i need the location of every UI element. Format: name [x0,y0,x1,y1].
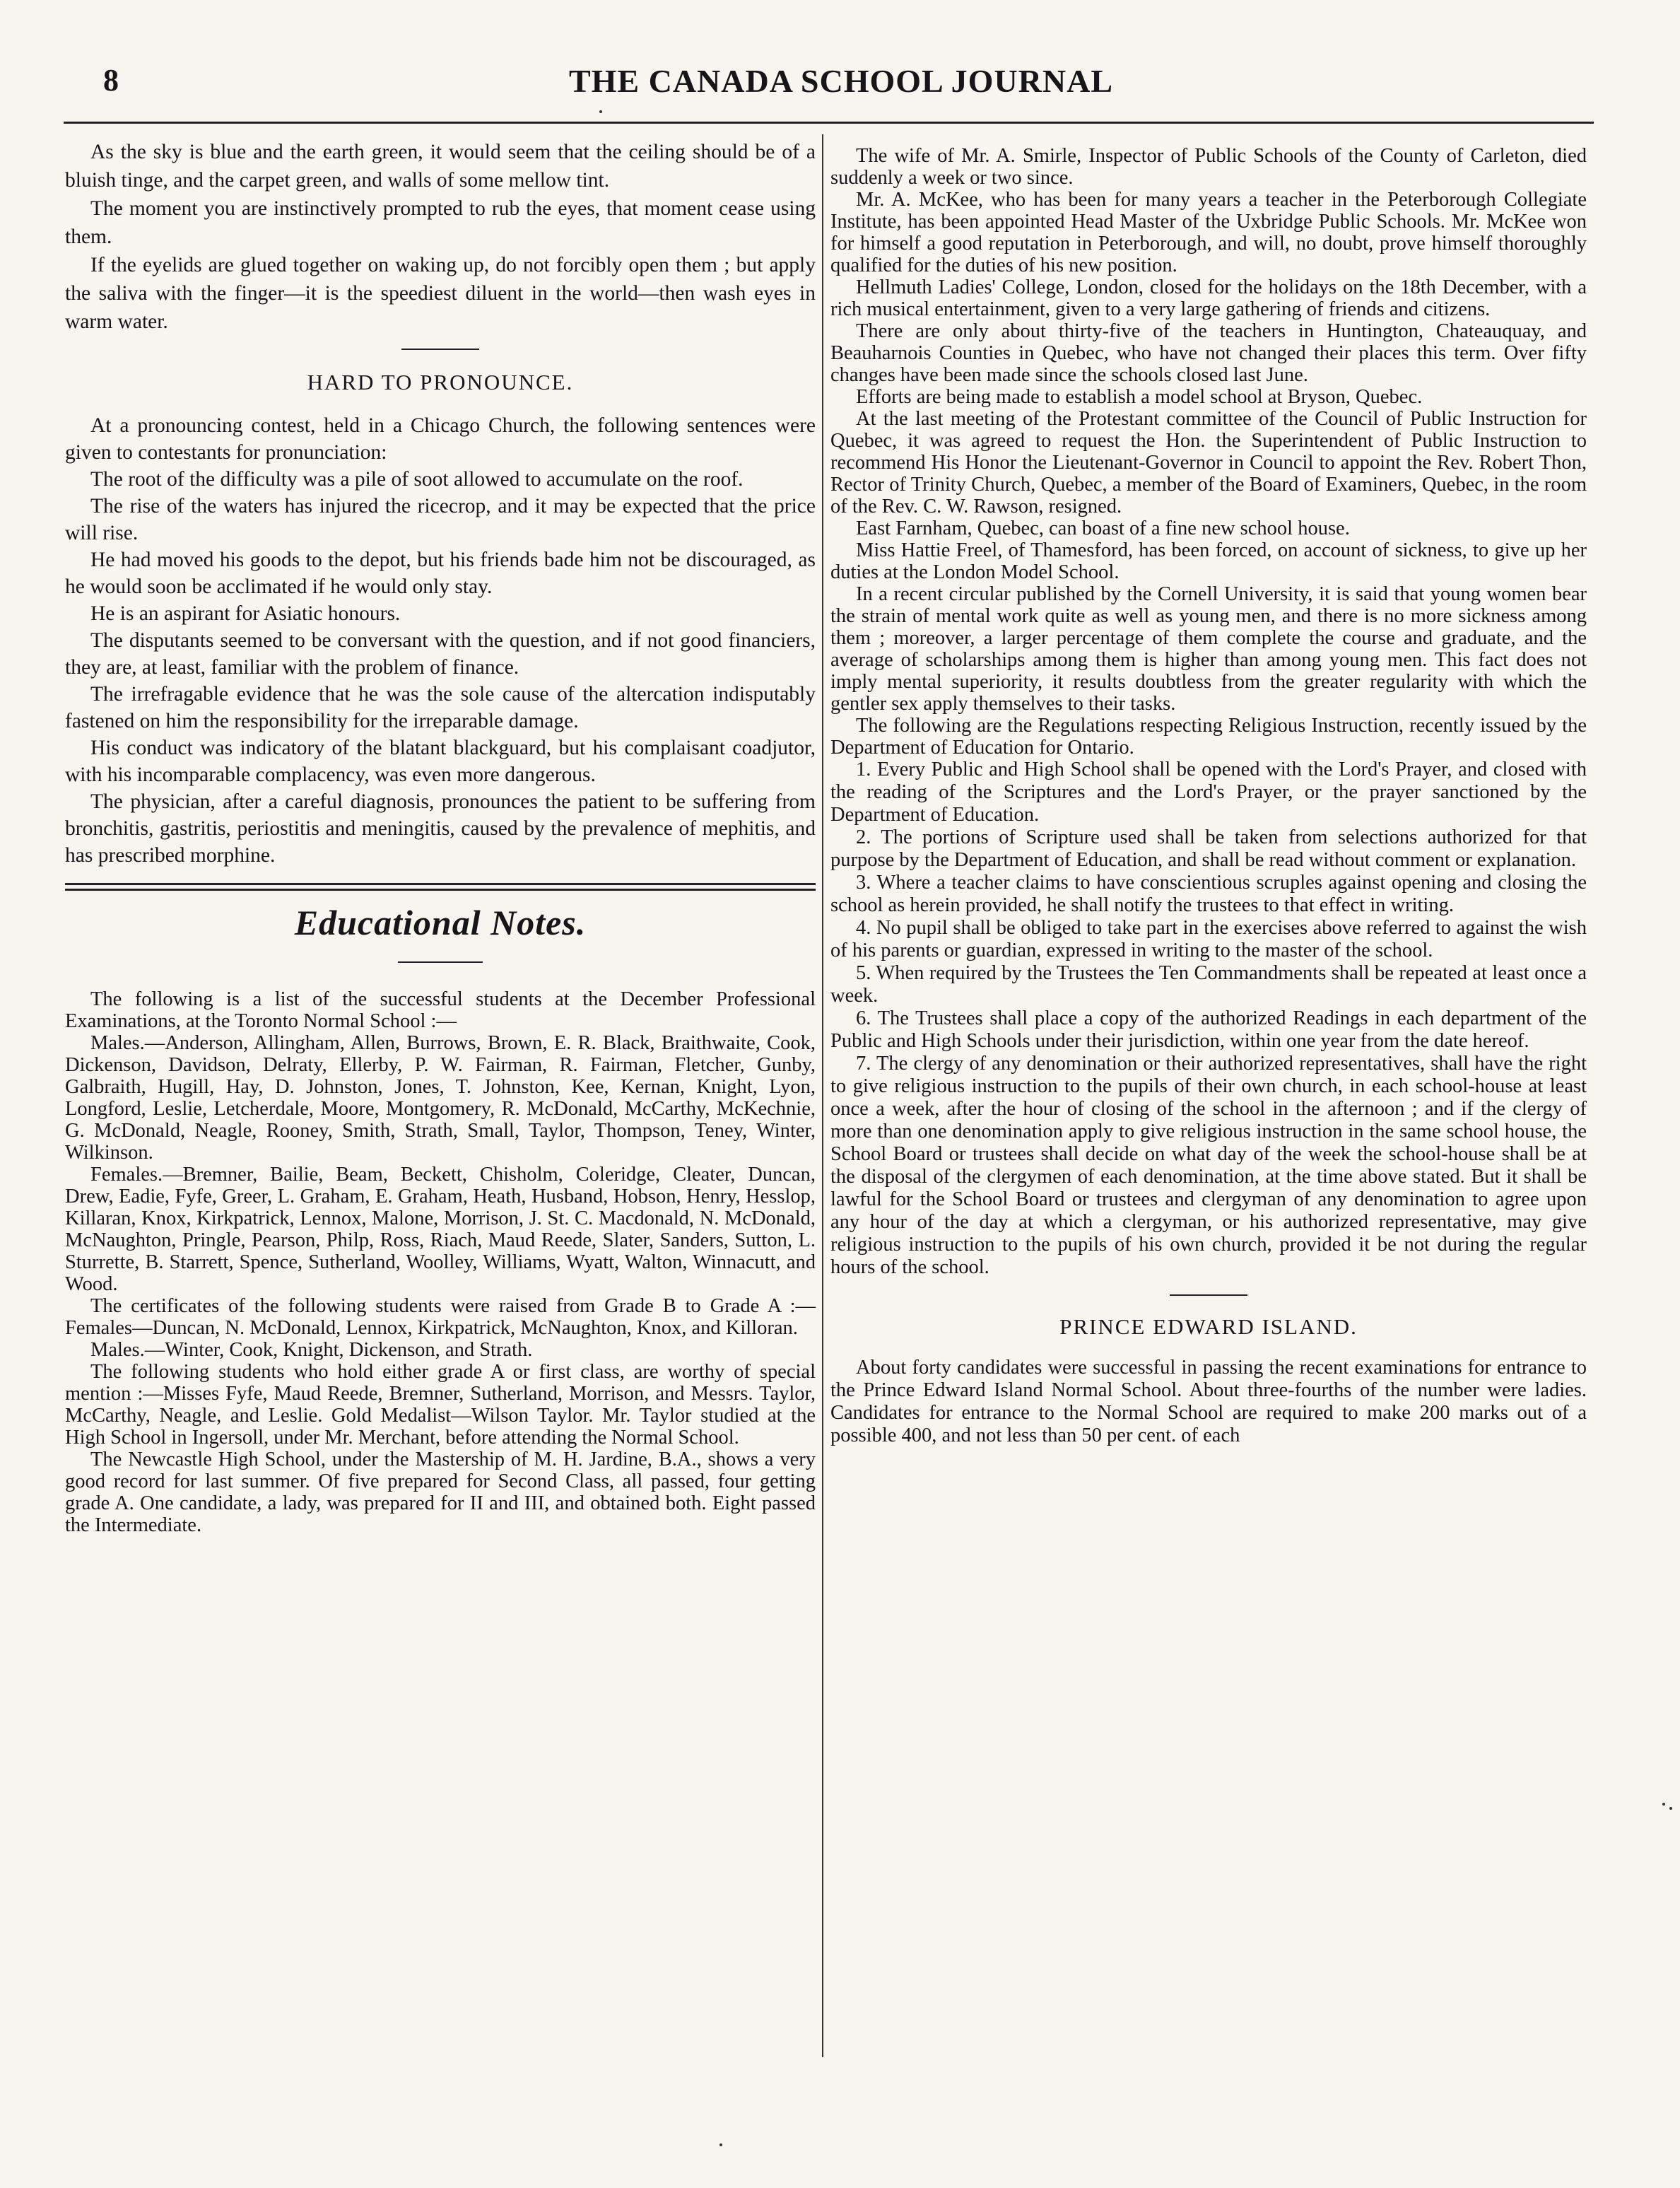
section-heading-pei: PRINCE EDWARD ISLAND. [1059,1314,1358,1339]
paragraph: There are only about thirty-five of the teachers in Huntington, Chateauquay, and Beauharnois Counties in Quebec, who have not changed their places this term. Over fifty changes have been made since the schools closed last June. [830,320,1587,386]
section-rule [1170,1294,1247,1296]
paragraph: The moment you are instinctively prompted to rub the eyes, that moment cease using them. [65,197,816,248]
paragraph: The wife of Mr. A. Smirle, Inspector of Public Schools of the County of Carleton, died suddenly a week or two since. [830,145,1587,189]
paragraph: Males.—Anderson, Allingham, Allen, Burrows, Brown, E. R. Black, Braithwaite, Cook, Dickenson, Davidson, Delraty, Ellerby, P. W. Fairman, R. Fairman, Fletcher, Gunby, Galbraith, Hugill, Hay, D. Johnston, Jones, T. Johnston, Kee, Kernan, Knight, Lyon, Longford, Leslie, Letcherdale, Moore, Montgomery, R. McDonald, McCarthy, McKechnie, G. McDonald, Neagle, Rooney, Smith, Strath, Small, Taylor, Thompson, Teney, Winter, Wilkinson. [65,1032,816,1164]
paragraph: The irrefragable evidence that he was the sole cause of the altercation indisputably fastened on him the responsibility for the irreparable damage. [65,683,816,732]
section-heading-pronounce: HARD TO PRONOUNCE. [307,370,574,394]
regulation-item: 2. The portions of Scripture used shall be taken from selections authorized for that purpose by the Department of Education, and shall be read without comment or explanation. [830,826,1587,871]
header-dot [599,110,602,113]
paragraph: The following are the Regulations respecting Religious Instruction, recently issued by the Department of Education for Ontario. [830,715,1587,759]
paragraph: If the eyelids are glued together on waking up, do not forcibly open them ; but apply the saliva with the finger—it is the speediest diluent in the world—then wash eyes in warm water. [65,254,816,333]
paragraph: At the last meeting of the Protestant committee of the Council of Public Instruction for Quebec, it was agreed to request the Hon. the Superintendent of Public Instruction to recommend His Honor the Lieutenant-Governor in Council to appoint the Rev. Robert Thon, Rector of Trinity Church, Quebec, a member of the Board of Examiners, Quebec, in the room of the Rev. C. W. Rawson, resigned. [830,408,1587,517]
paragraph: The Newcastle High School, under the Mastership of M. H. Jardine, B.A., shows a very good record for last summer. Of five prepared for Second Class, all passed, four getting grade A. One candidate, a lady, was prepared for II and III, and obtained both. Eight passed the Intermediate. [65,1449,816,1536]
page-header [99,62,1583,112]
footer-dot [719,2143,722,2146]
paragraph: As the sky is blue and the earth green, it would seem that the ceiling should be of a bluish tinge, and the carpet green, and walls of some mellow tint. [65,141,816,192]
section-rule [398,961,483,963]
margin-mark [1662,1803,1665,1806]
left-column [65,138,816,1536]
paragraph: He is an aspirant for Asiatic honours. [90,602,401,625]
paragraph: In a recent circular published by the Cornell University, it is said that young women bear the strain of mental work quite as well as young men, and there is no more sickness among them ; moreover, a larger percentage of them complete the course and graduate, and the average of scholarships among them is higher than among young men. This fact does not imply mental superiority, it results doubtless from the greater regularity with which the gentler sex apply themselves to their tasks. [830,583,1587,715]
paragraph: The following students who hold either grade A or first class, are worthy of special mention :—Misses Fyfe, Maud Reede, Bremner, Sutherland, Morrison, and Messrs. Taylor, McCarthy, Neagle, and Leslie. Gold Medalist—Wilson Taylor. Mr. Taylor studied at the High School in Ingersoll, under Mr. Merchant, before attending the Normal School. [65,1361,816,1449]
regulation-item: 1. Every Public and High School shall be opened with the Lord's Prayer, and closed with the reading of the Scriptures and the Lord's Prayer, or the prayer sanctioned by the Department of Education. [830,759,1587,826]
paragraph: The following is a list of the successful students at the December Professional Examinations, at the Toronto Normal School :— [65,988,816,1032]
paragraph: He had moved his goods to the depot, but his friends bade him not be discouraged, as he would soon be acclimated if he would only stay. [65,549,816,598]
paragraph: The physician, after a careful diagnosis, pronounces the patient to be suffering from bronchitis, gastritis, periostitis and meningitis, caused by the prevalence of mephitis, and has prescribed morphine. [65,790,816,867]
paragraph: The certificates of the following students were raised from Grade B to Grade A :—Females—Duncan, N. McDonald, Lennox, Kirkpatrick, McNaughton, Knox, and Killoran. [65,1295,816,1339]
column-divider [822,134,823,2057]
paragraph: The rise of the waters has injured the ricecrop, and it may be expected that the price will rise. [65,495,816,544]
paragraph: Females.—Bremner, Bailie, Beam, Beckett, Chisholm, Coleridge, Cleater, Duncan, Drew, Eadie, Fyfe, Greer, L. Graham, E. Graham, Heath, Husband, Hobson, Henry, Hesslop, Killaran, Knox, Kirkpatrick, Lennox, Malone, Morrison, J. St. C. Macdonald, N. McDonald, McNaughton, Pringle, Pearson, Philp, Ross, Riach, Maud Reede, Slater, Sanders, Sutton, L. Sturrette, B. Starrett, Spence, Sutherland, Woolley, Williams, Wyatt, Walton, Winnacutt, and Wood. [65,1164,816,1295]
header-rule [64,122,1594,124]
section-double-rule [65,883,816,891]
paragraph: About forty candidates were successful in passing the recent examinations for entrance to the Prince Edward Island Normal School. About three-fourths of the number were ladies. Candidates for entrance to the Normal School are required to make 200 marks out of a possible 400, and not less than 50 per cent. of each [830,1357,1587,1446]
paragraph: At a pronouncing contest, held in a Chicago Church, the following sentences were given to contestants for pronunciation: [65,414,816,464]
regulation-item: 3. Where a teacher claims to have conscientious scruples against opening and closing the school as herein provided, he shall notify the trustees to that effect in writing. [830,872,1587,916]
page-number: 8 [103,63,119,98]
regulation-item: 5. When required by the Trustees the Ten Commandments shall be repeated at least once a week. [830,962,1587,1007]
paragraph: Mr. A. McKee, who has been for many years a teacher in the Peterborough Collegiate Institute, has been appointed Head Master of the Uxbridge Public Schools. Mr. McKee won for himself a good reputation in Peterborough, and will, no doubt, prove himself thoroughly qualified for the duties of his new position. [830,189,1587,276]
margin-mark [1669,1807,1672,1810]
paragraph: East Farnham, Quebec, can boast of a fine new school house. [856,517,1350,539]
paragraph: Hellmuth Ladies' College, London, closed for the holidays on the 18th December, with a rich musical entertainment, given to a very large gathering of friends and citizens. [830,276,1587,320]
regulation-item: 4. No pupil shall be obliged to take part in the exercises above referred to against the wish of his parents or guardian, expressed in writing to the master of the school. [830,917,1587,961]
journal-title: THE CANADA SCHOOL JOURNAL [568,63,1114,99]
paragraph: The disputants seemed to be conversant with the question, and if not good financiers, they are, at least, familiar with the problem of finance. [65,629,816,679]
paragraph: The root of the difficulty was a pile of soot allowed to accumulate on the roof. [90,468,744,491]
section-rule [401,349,479,350]
paragraph: His conduct was indicatory of the blatant blackguard, but his complaisant coadjutor, with his incomparable complacency, was even more dangerous. [65,737,816,786]
paragraph: Efforts are being made to establish a model school at Bryson, Quebec. [856,386,1423,408]
section-heading-educational-notes: Educational Notes. [294,903,587,942]
regulation-item: 7. The clergy of any denomination or their authorized representatives, shall have the right to give religious instruction to the pupils of their own church, in each school-house at least once a week, after the hour of closing of the school in the afternoon ; and if the clergy of more than one denomination apply to give religious instruction in the same school house, the School Board or trustees shall decide on what day of the week the school-house shall be at the disposal of the clergymen of each denomination, at the time above stated. But it shall be lawful for the School Board or trustees and clergyman of any denomination to agree upon any hour of the day at which a clergyman, or his authorized representative, may give religious instruction to the pupils of his own church, provided it be not during the regular hours of the school. [830,1053,1587,1278]
right-column [830,145,1587,1447]
paragraph: Miss Hattie Freel, of Thamesford, has been forced, on account of sickness, to give up her duties at the London Model School. [830,539,1587,583]
regulation-item: 6. The Trustees shall place a copy of the authorized Readings in each department of the Public and High Schools under their jurisdiction, within one year from the date hereof. [830,1007,1587,1052]
paragraph: Males.—Winter, Cook, Knight, Dickenson, and Strath. [90,1339,533,1361]
